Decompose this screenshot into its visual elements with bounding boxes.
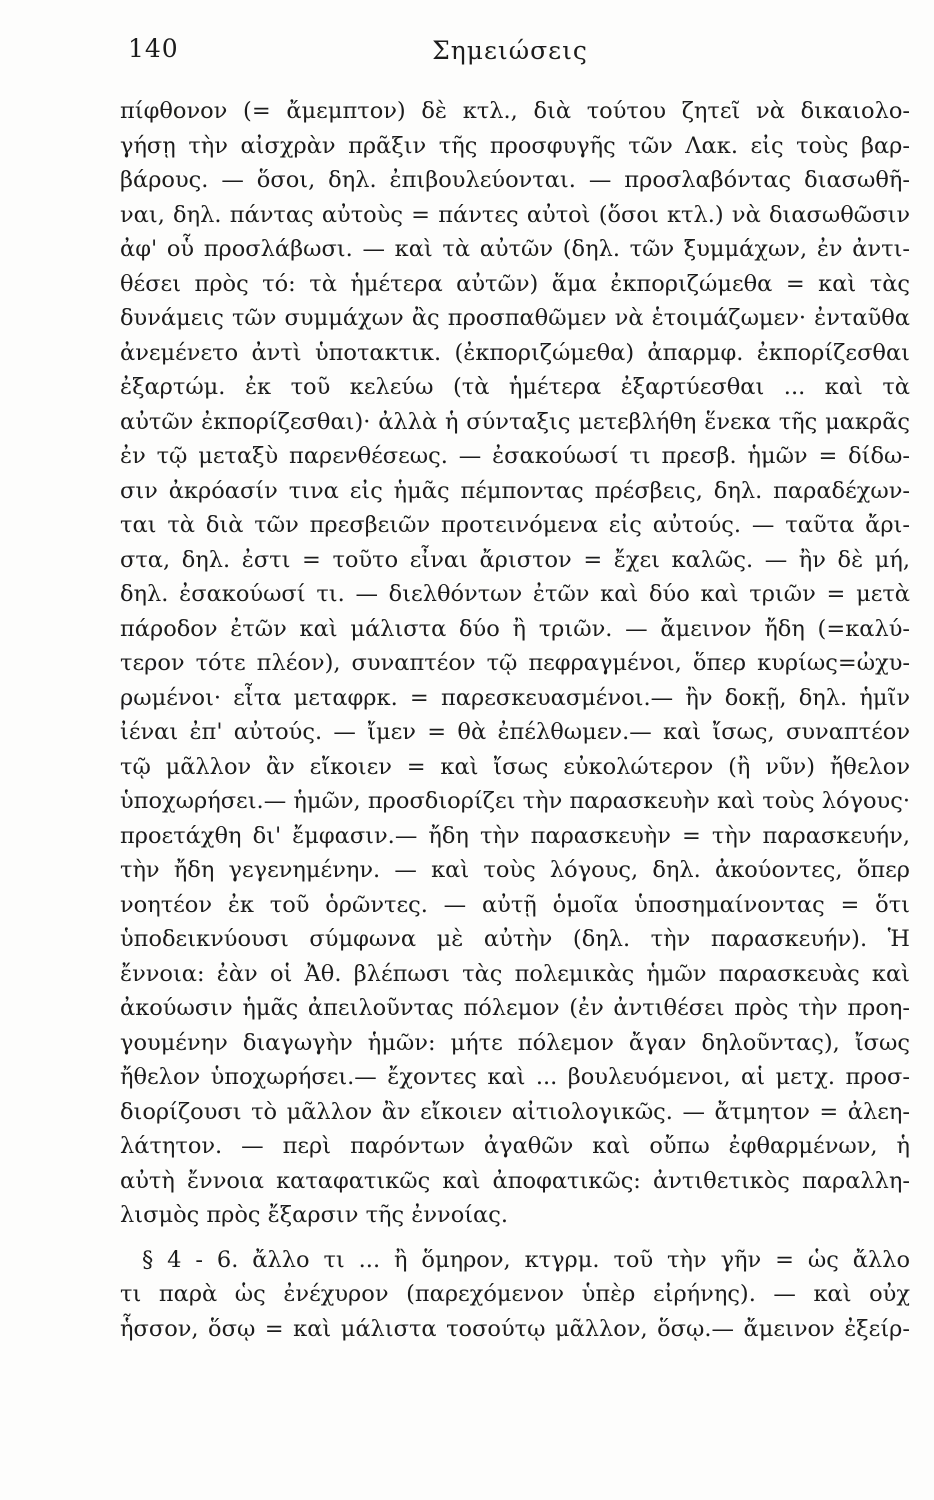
text-line: ἐξαρτώμ. ἐκ τοῦ κελεύω (τὰ ἡμέτερα ἐξαρτύεσθαι ... καὶ τὰ bbox=[120, 374, 910, 400]
text-line: ἐν τῷ μεταξὺ παρενθέσεως. — ἐσακούωσί τι πρεσβ. ἡμῶν = δίδω- bbox=[120, 443, 910, 469]
text-line: τερον τότε πλέον), συναπτέον τῷ πεφραγμένοι, ὅπερ κυρίως=ὠχυ- bbox=[120, 650, 910, 676]
text-line: αὐτῶν ἐκπορίζεσθαι)· ἀλλὰ ἡ σύνταξις μετεβλήθη ἕνεκα τῆς μακρᾶς bbox=[120, 408, 910, 435]
text-line: αὐτὴ ἔννοια καταφατικῶς καὶ ἀποφατικῶς: ἀντιθετικὸς παραλλη- bbox=[120, 1167, 910, 1194]
text-line: δυνάμεις τῶν συμμάχων ἂς προσπαθῶμεν νὰ ἑτοιμάζωμεν· ἐνταῦθα bbox=[120, 305, 910, 331]
text-line: ὑποδεικνύουσι σύμφωνα μὲ αὐτὴν (δηλ. τὴν παρασκευήν). Ἡ bbox=[120, 926, 910, 952]
running-title: Σημειώσεις bbox=[432, 36, 588, 65]
text-line: § 4 - 6. ἄλλο τι ... ἢ ὅμηρον, κτγρμ. τοῦ τὴν γῆν = ὡς ἄλλο bbox=[142, 1246, 910, 1273]
page-number: 140 bbox=[128, 34, 179, 63]
running-head bbox=[120, 34, 900, 74]
text-line: στα, δηλ. ἐστι = τοῦτο εἶναι ἄριστον = ἔχει καλῶς. — ἢν δὲ μή, bbox=[120, 546, 910, 573]
text-line: σιν ἀκρόασίν τινα εἰς ἡμᾶς πέμποντας πρέσβεις, δηλ. παραδέχων- bbox=[120, 477, 910, 504]
text-line: γήσῃ τὴν αἰσχρὰν πρᾶξιν τῆς προσφυγῆς τῶν Λακ. εἰς τοὺς βαρ- bbox=[120, 132, 910, 159]
paragraph-2 bbox=[120, 1243, 910, 1347]
text-line: ναι, δηλ. πάντας αὐτοὺς = πάντες αὐτοὶ (ὅσοι κτλ.) νὰ διασωθῶσιν bbox=[120, 201, 910, 228]
text-line: πίφθονον (= ἄμεμπτον) δὲ κτλ., διὰ τούτου ζητεῖ νὰ δικαιολο- bbox=[120, 98, 910, 124]
text-line: ἀνεμένετο ἀντὶ ὑποτακτικ. (ἐκποριζώμεθα) ἀπαρμφ. ἐκπορίζεσθαι bbox=[120, 339, 910, 366]
text-line: ται τὰ διὰ τῶν πρεσβειῶν προτεινόμενα εἰς αὐτούς. — ταῦτα ἄρι- bbox=[120, 512, 910, 538]
text-line: θέσει πρὸς τό: τὰ ἡμέτερα αὐτῶν) ἅμα ἐκποριζώμεθα = καὶ τὰς bbox=[120, 270, 910, 297]
text-line: προετάχθη δι' ἔμφασιν.— ἤδη τὴν παρασκευὴν = τὴν παρασκευήν, bbox=[120, 822, 910, 849]
text-line: ρωμένοι· εἶτα μεταφρκ. = παρεσκευασμένοι.— ἢν δοκῇ, δηλ. ἡμῖν bbox=[120, 684, 910, 711]
text-line: ἀφ' οὗ προσλάβωσι. — καὶ τὰ αὐτῶν (δηλ. τῶν ξυμμάχων, ἐν ἀντι- bbox=[120, 236, 910, 262]
text-line: διορίζουσι τὸ μᾶλλον ἂν εἴκοιεν αἰτιολογικῶς. — ἄτμητον = ἀλεη- bbox=[120, 1098, 910, 1125]
text-line: ὑποχωρήσει.— ἡμῶν, προσδιορίζει τὴν παρασκευὴν καὶ τοὺς λόγους· bbox=[120, 788, 910, 814]
text-line: ἰέναι ἐπ' αὐτούς. — ἴμεν = θὰ ἐπέλθωμεν.— καὶ ἴσως, συναπτέον bbox=[120, 719, 910, 745]
text-line: νοητέον ἐκ τοῦ ὁρῶντες. — αὐτῇ ὁμοῖα ὑποσημαίνοντας = ὅτι bbox=[120, 891, 910, 918]
text-line: ἧσσον, ὅσῳ = καὶ μάλιστα τοσούτῳ μᾶλλον, ὅσῳ.— ἄμεινον ἐξείρ- bbox=[120, 1315, 910, 1342]
text-line: τι παρὰ ὡς ἐνέχυρον (παρεχόμενον ὑπὲρ εἰρήνης). — καὶ οὐχ bbox=[120, 1281, 910, 1307]
text-line: ἔννοια: ἐὰν οἱ Ἀθ. βλέπωσι τὰς πολεμικὰς ἡμῶν παρασκευὰς καὶ bbox=[120, 960, 910, 987]
text-line: ἤθελον ὑποχωρήσει.— ἔχοντες καὶ ... βουλευόμενοι, αἱ μετχ. προσ- bbox=[120, 1064, 910, 1090]
text-line: γουμένην διαγωγὴν ἡμῶν: μήτε πόλεμον ἄγαν δηλοῦντας), ἴσως bbox=[120, 1029, 910, 1056]
text-line: λάτητον. — περὶ παρόντων ἀγαθῶν καὶ οὔπω ἐφθαρμένων, ἡ bbox=[120, 1133, 910, 1159]
paragraph-1 bbox=[120, 94, 910, 1233]
text-line: τῷ μᾶλλον ἂν εἴκοιεν = καὶ ἴσως εὐκολώτερον (ἢ νῦν) ἤθελον bbox=[120, 753, 910, 780]
text-line: βάρους. — ὅσοι, δηλ. ἐπιβουλεύονται. — προσλαβόντας διασωθῆ- bbox=[120, 167, 910, 193]
text-line: δηλ. ἐσακούωσί τι. — διελθόντων ἐτῶν καὶ δύο καὶ τριῶν = μετὰ bbox=[120, 581, 910, 607]
text-line: λισμὸς πρὸς ἔξαρσιν τῆς ἐννοίας. bbox=[120, 1202, 509, 1228]
text-line: πάροδον ἐτῶν καὶ μάλιστα δύο ἢ τριῶν. — ἄμεινον ἤδη (=καλύ- bbox=[120, 615, 910, 642]
text-line: τὴν ἤδη γεγενημένην. — καὶ τοὺς λόγους, δηλ. ἀκούοντες, ὅπερ bbox=[120, 857, 910, 883]
commentary-text bbox=[120, 94, 910, 1346]
text-line: ἀκούωσιν ἡμᾶς ἀπειλοῦντας πόλεμον (ἐν ἀντιθέσει πρὸς τὴν προη- bbox=[120, 995, 910, 1021]
